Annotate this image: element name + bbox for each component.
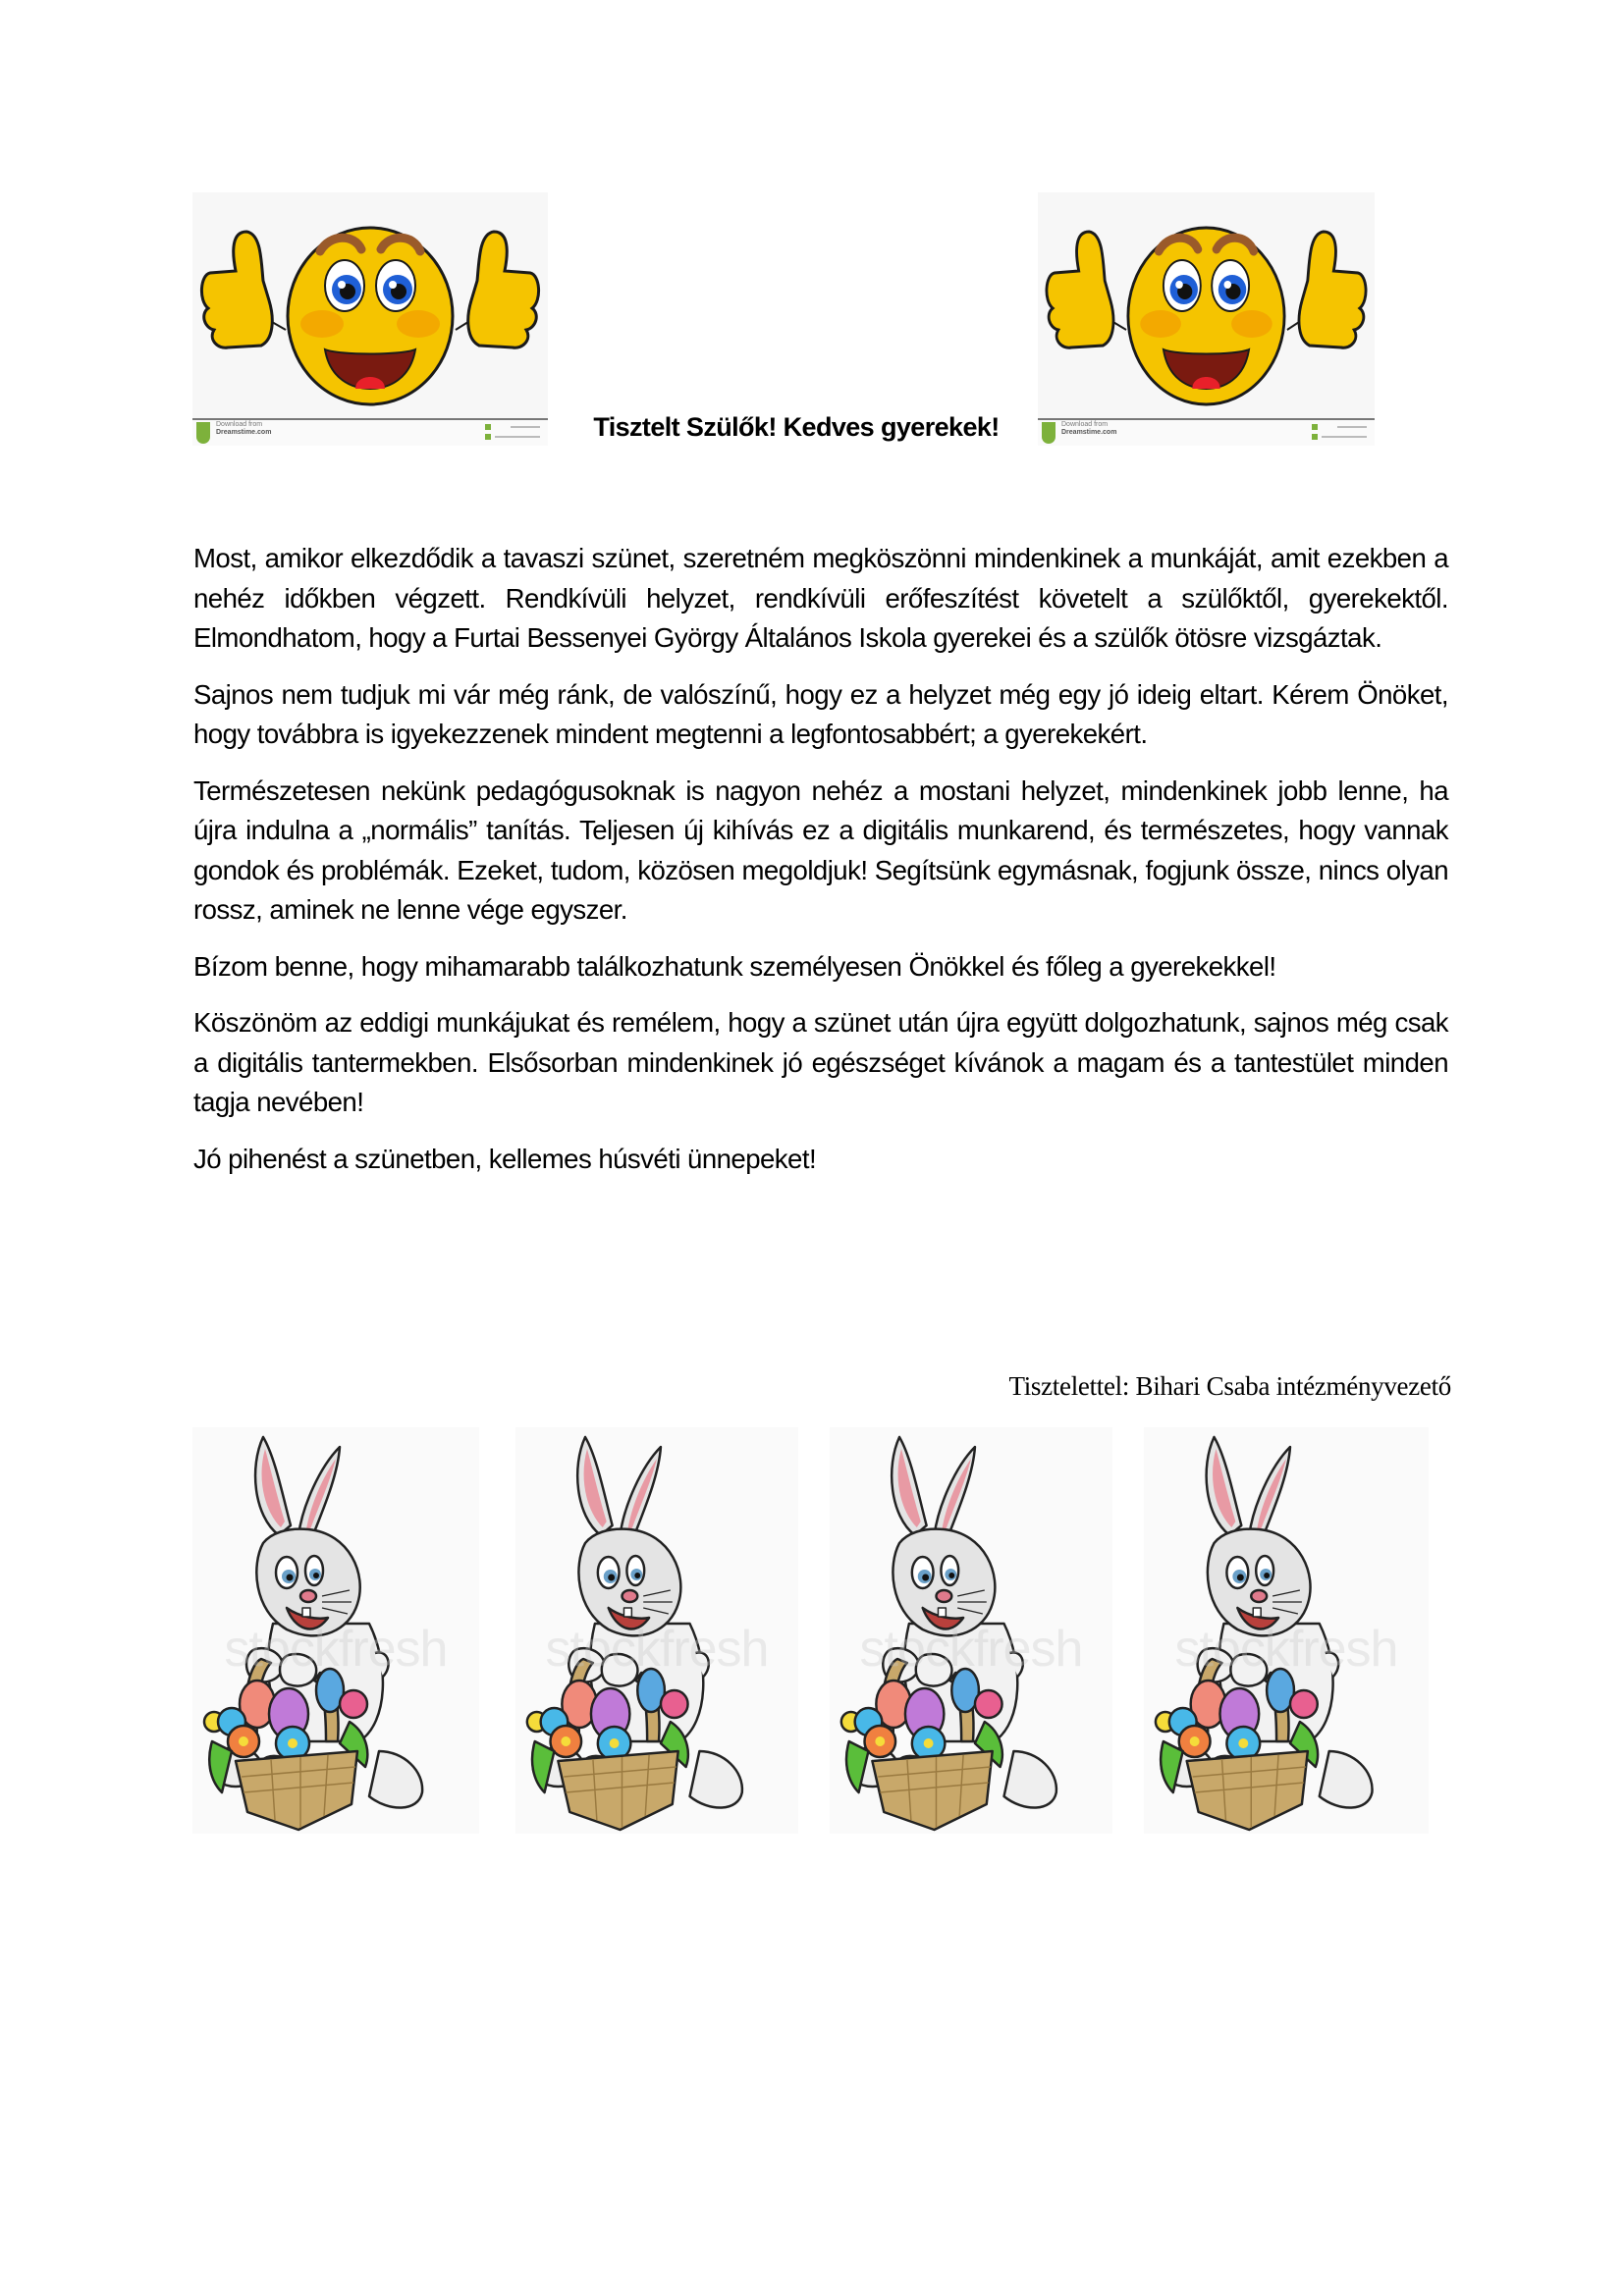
- letter-body: [193, 539, 1448, 1196]
- watermark-line: [1337, 426, 1367, 428]
- watermark-square-icon: [1312, 434, 1318, 440]
- watermark-text: Download from: [216, 421, 263, 428]
- stockfresh-watermark: stockfresh: [859, 1621, 1083, 1678]
- watermark-site: Dreamstime.com: [1061, 429, 1117, 436]
- watermark-line: [495, 436, 540, 438]
- paragraph: Köszönöm az eddigi munkájukat és remélem, hogy a szünet után újra együtt dolgozhatunk, sajnos még csak a digitális tantermekben. Elsősorban mindenkinek jó egészséget kívánok a magam és a tantestület minden tagja nevében!: [193, 1007, 1448, 1117]
- paragraph: Jó pihenést a szünetben, kellemes húsvéti ünnepeket!: [193, 1143, 817, 1174]
- letter-heading: Tisztelt Szülők! Kedves gyerekek!: [593, 412, 1000, 442]
- dreamstime-watermark: [1038, 418, 1375, 446]
- easter-bunny-image: [1144, 1427, 1429, 1834]
- paragraph: Természetesen nekünk pedagógusoknak is nagyon nehéz a mostani helyzet, mindenkinek jobb lenne, ha újra indulna a „normális” tanítás. Teljesen új kihívás ez a digitális munkarend, és természetes, hogy vannak gondok és problémák. Ezeket, tudom, közösen megoldjuk! Segítsünk egymásnak, fogjunk össze, nincs olyan rossz, aminek ne lenne vége egyszer.: [193, 774, 1448, 925]
- easter-bunny-image: [515, 1427, 798, 1834]
- stockfresh-watermark: stockfresh: [545, 1621, 769, 1678]
- dreamstime-logo-icon: [1042, 422, 1056, 444]
- watermark-square-icon: [1312, 424, 1318, 430]
- thumbs-up-smiley-icon: [192, 192, 548, 420]
- watermark-square-icon: [485, 434, 491, 440]
- dreamstime-watermark: [192, 418, 548, 446]
- watermark-site: Dreamstime.com: [216, 429, 272, 436]
- thumbs-up-smiley-image-left: [192, 192, 548, 446]
- watermark-text: Download from: [1061, 421, 1109, 428]
- paragraph: Most, amikor elkezdődik a tavaszi szünet, szeretném megköszönni mindenkinek a munkáját, amit ezekben a nehéz időkben végzett. Rendkívüli helyzet, rendkívüli erőfeszítést követelt a szülőktől, gyerekektől. Elmondhatom, hogy a Furtai Bessenyei György Általános Iskola gyerekei és a szülők ötösre vizsgáztak.: [193, 543, 1448, 653]
- watermark-square-icon: [485, 424, 491, 430]
- thumbs-up-smiley-icon: [1038, 192, 1375, 420]
- watermark-line: [511, 426, 540, 428]
- signature-line: Tisztelettel: Bihari Csaba intézményvezető: [1008, 1371, 1451, 1401]
- easter-bunny-image: [192, 1427, 479, 1834]
- stockfresh-watermark: stockfresh: [1174, 1621, 1398, 1678]
- dreamstime-logo-icon: [196, 422, 210, 444]
- watermark-line: [1322, 436, 1367, 438]
- stockfresh-watermark: stockfresh: [224, 1621, 448, 1678]
- paragraph: Bízom benne, hogy mihamarabb találkozhatunk személyesen Önökkel és főleg a gyerekekkel!: [193, 950, 1276, 982]
- paragraph: Sajnos nem tudjuk mi vár még ránk, de valószínű, hogy ez a helyzet még egy jó ideig eltart. Kérem Önöket, hogy továbbra is igyekezzenek mindent megtenni a legfontosabbért; a gyerekekért.: [193, 678, 1448, 749]
- thumbs-up-smiley-image-right: [1038, 192, 1375, 446]
- easter-bunny-image: [830, 1427, 1112, 1834]
